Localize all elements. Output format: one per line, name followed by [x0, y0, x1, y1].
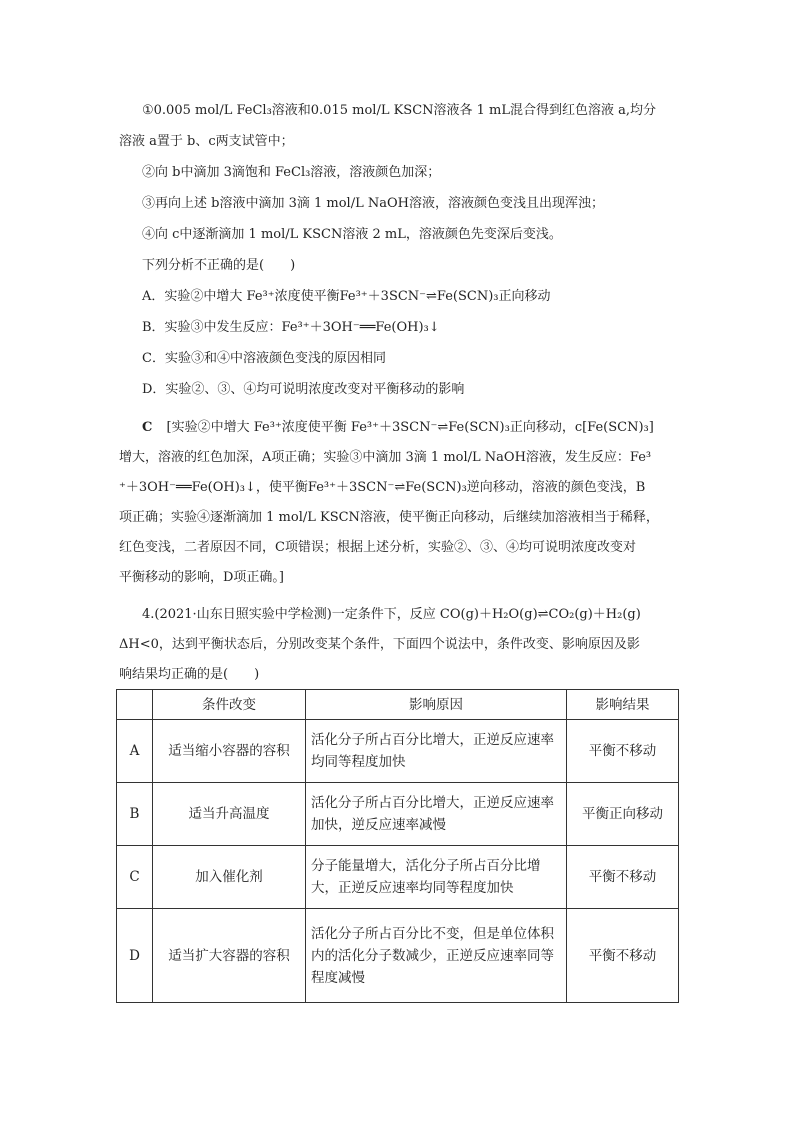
option-b: B．实验③中发生反应：Fe³⁺＋3OH⁻══Fe(OH)₃↓ [142, 320, 440, 335]
answer-line-6: 平衡移动的影响，D项正确。] [119, 570, 284, 585]
row-change: 适当扩大容器的容积 [153, 909, 306, 1003]
option-d: D．实验②、③、④均可说明浓度改变对平衡移动的影响 [142, 382, 465, 397]
step-3: ③再向上述 b溶液中滴加 3滴 1 mol/L NaOH溶液，溶液颜色变浅且出现浑浊； [142, 196, 604, 211]
answer-line-3: ⁺＋3OH⁻══Fe(OH)₃↓，使平衡Fe³⁺＋3SCN⁻⇌Fe(SCN)₃逆向移动，溶液的颜色变浅，B [119, 480, 646, 495]
table-header-row [117, 690, 679, 720]
row-result: 平衡不移动 [567, 846, 679, 909]
row-reason: 活化分子所占百分比增大，正逆反应速率加快，逆反应速率减慢 [306, 783, 567, 846]
answer-key: C [142, 420, 153, 435]
answer-line-1 [142, 418, 654, 438]
table-row [117, 720, 679, 783]
row-label: A [117, 720, 153, 783]
row-reason: 活化分子所占百分比增大，正逆反应速率均同等程度加快 [306, 720, 567, 783]
row-result: 平衡不移动 [567, 720, 679, 783]
row-change: 加入催化剂 [153, 846, 306, 909]
step-2: ②向 b中滴加 3滴饱和 FeCl₃溶液，溶液颜色加深； [142, 165, 441, 180]
header-reason: 影响原因 [306, 690, 567, 720]
row-reason: 活化分子所占百分比不变，但是单位体积内的活化分子数减少，正逆反应速率同等程度减慢 [306, 909, 567, 1003]
question-4-line-1: 4.(2021·山东日照实验中学检测)一定条件下，反应 CO(g)＋H₂O(g)⇌CO₂(g)＋H₂(g) [142, 607, 641, 622]
table-row [117, 783, 679, 846]
row-change: 适当升高温度 [153, 783, 306, 846]
step-1-line-1: ①0.005 mol/L FeCl₃溶液和0.015 mol/L KSCN溶液各 1 mL混合得到红色溶液 a,均分 [142, 103, 657, 118]
option-a: A．实验②中增大 Fe³⁺浓度使平衡Fe³⁺＋3SCN⁻⇌Fe(SCN)₃正向移动 [142, 289, 551, 304]
answer-line-5: 红色变浅，二者原因不同，C项错误；根据上述分析，实验②、③、④均可说明浓度改变对 [119, 540, 636, 555]
row-label: D [117, 909, 153, 1003]
question-4-line-2: ΔH<0，达到平衡状态后，分别改变某个条件，下面四个说法中，条件改变、影响原因及影 [119, 637, 640, 652]
table-row [117, 846, 679, 909]
answer-line-2: 增大，溶液的红色加深，A项正确；实验③中滴加 3滴 1 mol/L NaOH溶液，发生反应：Fe³ [119, 450, 652, 465]
option-c: C．实验③和④中溶液颜色变浅的原因相同 [142, 351, 386, 366]
row-result: 平衡正向移动 [567, 783, 679, 846]
header-change: 条件改变 [153, 690, 306, 720]
row-label: C [117, 846, 153, 909]
answer-explanation-start: [实验②中增大 Fe³⁺浓度使平衡 Fe³⁺＋3SCN⁻⇌Fe(SCN)₃正向移动，c[Fe(SCN)₃] [166, 420, 654, 435]
header-label [117, 690, 153, 720]
question-stem: 下列分析不正确的是( ) [142, 258, 296, 273]
step-4: ④向 c中逐渐滴加 1 mol/L KSCN溶液 2 mL，溶液颜色先变深后变浅。 [142, 227, 562, 242]
row-reason: 分子能量增大，活化分子所占百分比增大，正逆反应速率均同等程度加快 [306, 846, 567, 909]
row-change: 适当缩小容器的容积 [153, 720, 306, 783]
question-4-line-3: 响结果均正确的是( ) [119, 667, 260, 682]
options-table [116, 689, 679, 1003]
row-label: B [117, 783, 153, 846]
row-result: 平衡不移动 [567, 909, 679, 1003]
step-1-line-2: 溶液 a置于 b、c两支试管中； [119, 134, 294, 149]
header-result: 影响结果 [567, 690, 679, 720]
answer-line-4: 项正确；实验④逐渐滴加 1 mol/L KSCN溶液，使平衡正向移动，后继续加溶液相当于稀释， [119, 510, 659, 525]
table-row [117, 909, 679, 1003]
